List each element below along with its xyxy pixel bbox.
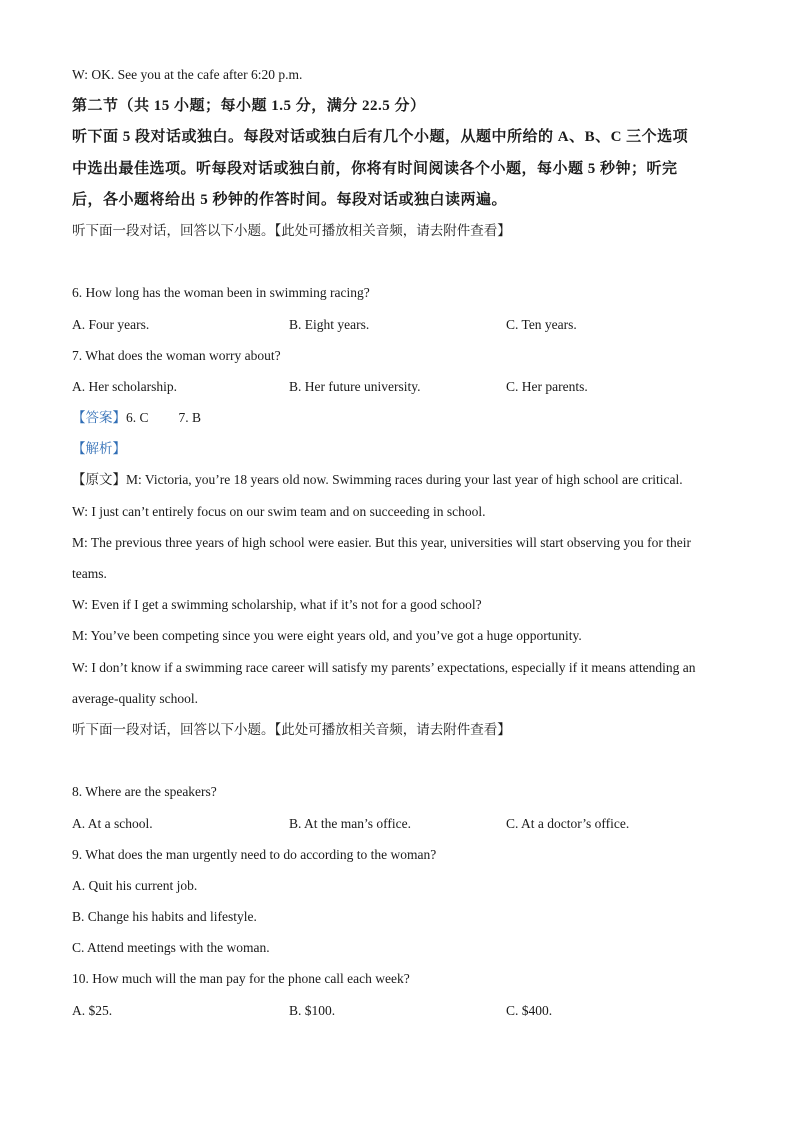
- question-6: 6. How long has the woman been in swimming racing?: [72, 285, 370, 301]
- answer-7: 7. B: [178, 410, 202, 426]
- question-9-option-c: C. Attend meetings with the woman.: [72, 940, 270, 956]
- question-7-option-a: A. Her scholarship.: [72, 378, 177, 394]
- previous-dialogue-line: W: OK. See you at the cafe after 6:20 p.m.: [72, 67, 303, 82]
- question-7-option-c: C. Her parents.: [506, 378, 588, 394]
- question-10-option-c: C. $400.: [506, 1002, 553, 1018]
- question-10-option-a: A. $25.: [72, 1002, 113, 1018]
- transcript-text-1: M: Victoria, you’re 18 years old now. Swimming races during your last year of high school are critical.: [126, 472, 683, 488]
- transcript-line-2: W: I just can’t entirely focus on our swim team and on succeeding in school.: [72, 503, 486, 519]
- question-10: 10. How much will the man pay for the phone call each week?: [72, 971, 410, 987]
- question-7-option-b: B. Her future university.: [289, 378, 421, 394]
- transcript-line-8: average-quality school.: [72, 690, 198, 706]
- answer-6: 6. C: [126, 410, 149, 426]
- question-10-option-b: B. $100.: [289, 1002, 336, 1018]
- instructions-line-1: 听下面 5 段对话或独白。每段对话或独白后有几个小题，从题中所给的 A、B、C 三个选项: [72, 129, 689, 146]
- question-10-options: [72, 1000, 732, 1031]
- question-6-option-b: B. Eight years.: [289, 316, 370, 332]
- document-page: [72, 64, 732, 1031]
- instructions-line-3: 后，各小题将给出 5 秒钟的作答时间。每段对话或独白读两遍。: [72, 191, 508, 208]
- question-8-options: [72, 813, 732, 844]
- transcript-line-7: W: I don’t know if a swimming race career will satisfy my parents’ expectations, especially if it means attending an: [72, 659, 696, 675]
- question-6-option-c: C. Ten years.: [506, 316, 577, 332]
- question-8-option-b: B. At the man’s office.: [289, 815, 411, 831]
- transcript-line-4: teams.: [72, 566, 107, 581]
- transcript-label: 【原文】: [72, 472, 126, 488]
- question-9-option-b: B. Change his habits and lifestyle.: [72, 909, 257, 925]
- transcript-line-5: W: Even if I get a swimming scholarship, what if it’s not for a good school?: [72, 597, 482, 613]
- answer-label: 【答案】: [72, 410, 126, 426]
- question-7-options: [72, 376, 732, 407]
- question-8-option-c: C. At a doctor’s office.: [506, 815, 630, 831]
- question-9: 9. What does the man urgently need to do according to the woman?: [72, 846, 437, 862]
- section-title: 第二节（共 15 小题；每小题 1.5 分，满分 22.5 分）: [72, 98, 426, 115]
- analysis-label: 【解析】: [72, 441, 126, 457]
- transcript-line-1: [72, 469, 732, 500]
- question-8: 8. Where are the speakers?: [72, 784, 217, 800]
- transcript-line-3: M: The previous three years of high school were easier. But this year, universities will start observing you for their: [72, 534, 691, 550]
- question-7: 7. What does the woman worry about?: [72, 347, 281, 363]
- transcript-line-6: M: You’ve been competing since you were eight years old, and you’ve got a huge opportunity.: [72, 628, 582, 644]
- analysis-line: [72, 438, 732, 469]
- question-6-option-a: A. Four years.: [72, 316, 150, 332]
- dialogue-1-intro: 听下面一段对话，回答以下小题。【此处可播放相关音频，请去附件查看】: [72, 222, 511, 238]
- question-8-option-a: A. At a school.: [72, 815, 153, 831]
- answer-line: [72, 407, 732, 438]
- question-9-option-a: A. Quit his current job.: [72, 877, 198, 893]
- instructions-line-2: 中选出最佳选项。听每段对话或独白前，你将有时间阅读各个小题，每小题 5 秒钟；听完: [72, 160, 678, 177]
- dialogue-2-intro: 听下面一段对话，回答以下小题。【此处可播放相关音频，请去附件查看】: [72, 721, 511, 737]
- question-6-options: [72, 314, 732, 345]
